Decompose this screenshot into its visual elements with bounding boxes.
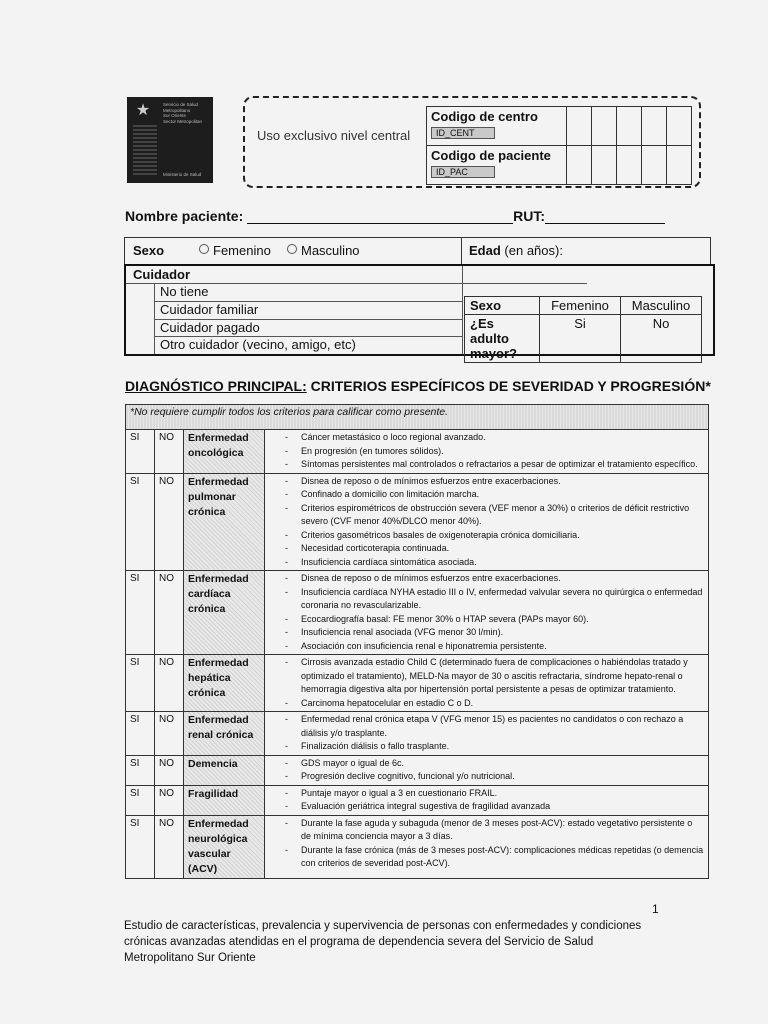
no-cell[interactable]: NO	[155, 755, 184, 785]
section-heading	[125, 378, 711, 394]
edad-label: Edad	[469, 243, 501, 258]
criterion-item: - Enfermedad renal crónica etapa V (VFG menor 15) es pacientes no candidatos o con rechazo a diálisis y/o trasplante.	[285, 713, 704, 740]
si-cell[interactable]: SI	[126, 815, 155, 878]
femenino-label: Femenino	[213, 243, 271, 258]
disease-name: Demencia	[184, 755, 265, 785]
criteria-items	[265, 755, 709, 785]
id-pac-tag: ID_PAC	[431, 166, 495, 178]
criteria-row	[126, 473, 709, 571]
si-cell[interactable]: SI	[126, 430, 155, 474]
cuidador-option[interactable]: Cuidador pagado	[160, 320, 260, 335]
criterion-item: - Evaluación geriátrica integral sugestiva de fragilidad avanzada	[285, 800, 704, 814]
heading-underlined: DIAGNÓSTICO PRINCIPAL:	[125, 378, 307, 394]
criteria-row	[126, 785, 709, 815]
criteria-items	[265, 712, 709, 756]
criterion-item: - Disnea de reposo o de mínimos esfuerzos entre exacerbaciones.	[285, 475, 704, 489]
adulto-line-2: mayor?	[470, 346, 517, 361]
disease-name: Enfermedad oncológica	[184, 430, 265, 474]
mini-femenino[interactable]: Femenino	[540, 297, 621, 315]
cuidador-detail-table	[464, 296, 702, 363]
cuidador-title: Cuidador	[133, 267, 191, 282]
criteria-row	[126, 815, 709, 878]
disease-name: Enfermedad cardíaca crónica	[184, 571, 265, 655]
criteria-items	[265, 571, 709, 655]
criterion-item: - Insuficiencia cardíaca NYHA estadio III o IV, enfermedad valvular severa no quirúrgica o enfermedad coronaria no revascularizable.	[285, 586, 704, 613]
mini-no[interactable]: No	[621, 315, 702, 363]
criteria-row	[126, 712, 709, 756]
criterion-item: - Puntaje mayor o igual a 3 en cuestionario FRAIL.	[285, 787, 704, 801]
ministry-logo	[127, 97, 213, 183]
disease-name: Enfermedad hepática crónica	[184, 655, 265, 712]
divider	[462, 266, 463, 354]
code-box[interactable]	[567, 146, 592, 185]
femenino-option[interactable]	[199, 243, 271, 258]
criterion-item: - Cirrosis avanzada estadio Child C (determinado fuera de complicaciones o habiéndolas tratado y optimizado el tratamiento), MELD-Na mayor de 30 o ascitis refractaria, síndrome hepato-renal o hemorragia digestiva alta por hipertensión portal persistente a pesas de optimizar tratamiento.	[285, 656, 704, 697]
code-box[interactable]	[592, 146, 617, 185]
mini-si[interactable]: Si	[540, 315, 621, 363]
no-cell[interactable]: NO	[155, 655, 184, 712]
criteria-items	[265, 430, 709, 474]
edad-field[interactable]	[469, 243, 563, 258]
criteria-items	[265, 785, 709, 815]
rut-input-line[interactable]	[545, 209, 665, 224]
mini-masculino[interactable]: Masculino	[621, 297, 702, 315]
disease-name: Enfermedad pulmonar crónica	[184, 473, 265, 571]
radio-icon[interactable]	[287, 244, 297, 254]
criterion-item: - Criterios gasométricos basales de oxigenoterapia crónica domiciliaria.	[285, 529, 704, 543]
criterion-item: - Cáncer metastásico o loco regional avanzado.	[285, 431, 704, 445]
codigo-paciente-cell	[427, 146, 567, 185]
si-cell[interactable]: SI	[126, 655, 155, 712]
criterion-item: - En progresión (en tumores sólidos).	[285, 445, 704, 459]
edad-suffix: (en años):	[504, 243, 563, 258]
criterion-item: - Finalización diálisis o fallo trasplante.	[285, 740, 704, 754]
footer-text: Estudio de características, prevalencia y supervivencia de personas con enfermedades y condiciones crónicas avanzadas atendidas en el programa de dependencia severa del Servicio de Salud Metropolitano Sur Oriente	[124, 920, 642, 964]
no-cell[interactable]: NO	[155, 815, 184, 878]
sexo-label: Sexo	[133, 243, 165, 258]
no-cell[interactable]: NO	[155, 430, 184, 474]
criterion-item: - Insuficiencia renal asociada (VFG menor 30 l/min).	[285, 626, 704, 640]
code-box[interactable]	[617, 146, 642, 185]
criterion-item: - Necesidad corticoterapia continuada.	[285, 542, 704, 556]
criterion-item: - Asociación con insuficiencia renal e hiponatremia persistente.	[285, 640, 704, 654]
criteria-row	[126, 755, 709, 785]
criterion-item: - Insuficiencia cardíaca sintomática asociada.	[285, 556, 704, 570]
no-cell[interactable]: NO	[155, 473, 184, 571]
masculino-option[interactable]	[287, 243, 360, 258]
uso-exclusivo-label: Uso exclusivo nivel central	[257, 128, 411, 143]
codes-table	[426, 106, 692, 185]
mini-adulto-label	[465, 315, 540, 363]
heading-rest: CRITERIOS ESPECÍFICOS DE SEVERIDAD Y PROGRESIÓN*	[306, 378, 711, 394]
code-box[interactable]	[617, 107, 642, 146]
criteria-items	[265, 655, 709, 712]
mini-sexo-label: Sexo	[465, 297, 540, 315]
code-box[interactable]	[642, 146, 667, 185]
code-box[interactable]	[592, 107, 617, 146]
codigo-paciente-label: Codigo de paciente	[431, 148, 551, 163]
disease-name: Enfermedad renal crónica	[184, 712, 265, 756]
radio-icon[interactable]	[199, 244, 209, 254]
codigo-centro-cell	[427, 107, 567, 146]
criteria-items	[265, 815, 709, 878]
criteria-table	[125, 404, 709, 879]
criteria-body	[126, 430, 709, 879]
logo-bottom-text: Ministerio de Salud	[163, 172, 202, 177]
no-cell[interactable]: NO	[155, 571, 184, 655]
logo-text: Servicio de Salud Metropolitano Sur Oriente Sector Metropolitan	[163, 102, 203, 124]
adulto-line-1: ¿Es adulto	[470, 316, 509, 346]
criterion-item: - Disnea de reposo o de mínimos esfuerzos entre exacerbaciones.	[285, 572, 704, 586]
criterion-item: - Síntomas persistentes mal controlados o refractarios a pesar de optimizar el tratamiento específico.	[285, 458, 704, 472]
no-cell[interactable]: NO	[155, 712, 184, 756]
rut-label: RUT:	[513, 208, 546, 224]
criteria-note: *No requiere cumplir todos los criterios para calificar como presente.	[126, 405, 709, 430]
sexo-edad-row	[124, 237, 711, 265]
code-box[interactable]	[667, 107, 692, 146]
logo-stripe	[133, 125, 157, 175]
criteria-row	[126, 655, 709, 712]
cuidador-option[interactable]: Cuidador familiar	[160, 302, 259, 317]
nombre-input-line[interactable]	[247, 209, 513, 224]
si-cell[interactable]: SI	[126, 712, 155, 756]
criterion-item: - Confinado a domicilio con limitación marcha.	[285, 488, 704, 502]
si-cell[interactable]: SI	[126, 755, 155, 785]
criterion-item: - Durante la fase aguda y subaguda (menor de 3 meses post-ACV): estado vegetativo persistente o de mínima conciencia mayor a 3 días.	[285, 817, 704, 844]
codigo-centro-label: Codigo de centro	[431, 109, 538, 124]
criteria-row	[126, 430, 709, 474]
patient-name-line	[125, 208, 665, 224]
criterion-item: - Durante la fase crónica (más de 3 meses post-ACV): complicaciones médicas repetidas (o demencia con criterios de severidad post-ACV).	[285, 844, 704, 871]
divider	[461, 238, 462, 264]
criteria-row	[126, 571, 709, 655]
criterion-item: - Carcinoma hepatocelular en estadio C o D.	[285, 697, 704, 711]
criterion-item: - Ecocardiografía basal: FE menor 30% o HTAP severa (PAPs mayor 60).	[285, 613, 704, 627]
no-cell[interactable]: NO	[155, 785, 184, 815]
code-box[interactable]	[567, 107, 592, 146]
si-cell[interactable]: SI	[126, 473, 155, 571]
disease-name: Fragilidad	[184, 785, 265, 815]
cuidador-option[interactable]: Otro cuidador (vecino, amigo, etc)	[160, 337, 356, 352]
id-cent-tag: ID_CENT	[431, 127, 495, 139]
disease-name: Enfermedad neurológica vascular (ACV)	[184, 815, 265, 878]
page-number: 1	[652, 902, 659, 916]
cuidador-option[interactable]: No tiene	[160, 284, 209, 299]
criterion-item: - Criterios espirométricos de obstrucción severa (VEF menor a 30%) o criterios de déficit restrictivo severo (CVF menor 40%/DLCO menor 40%).	[285, 502, 704, 529]
si-cell[interactable]: SI	[126, 571, 155, 655]
masculino-label: Masculino	[301, 243, 360, 258]
star-icon: ★	[135, 102, 151, 119]
code-box[interactable]	[642, 107, 667, 146]
code-box[interactable]	[667, 146, 692, 185]
criterion-item: - GDS mayor o igual de 6c.	[285, 757, 704, 771]
nombre-label: Nombre paciente:	[125, 208, 244, 224]
criteria-items	[265, 473, 709, 571]
si-cell[interactable]: SI	[126, 785, 155, 815]
criterion-item: - Progresión declive cognitivo, funcional y/o nutricional.	[285, 770, 704, 784]
